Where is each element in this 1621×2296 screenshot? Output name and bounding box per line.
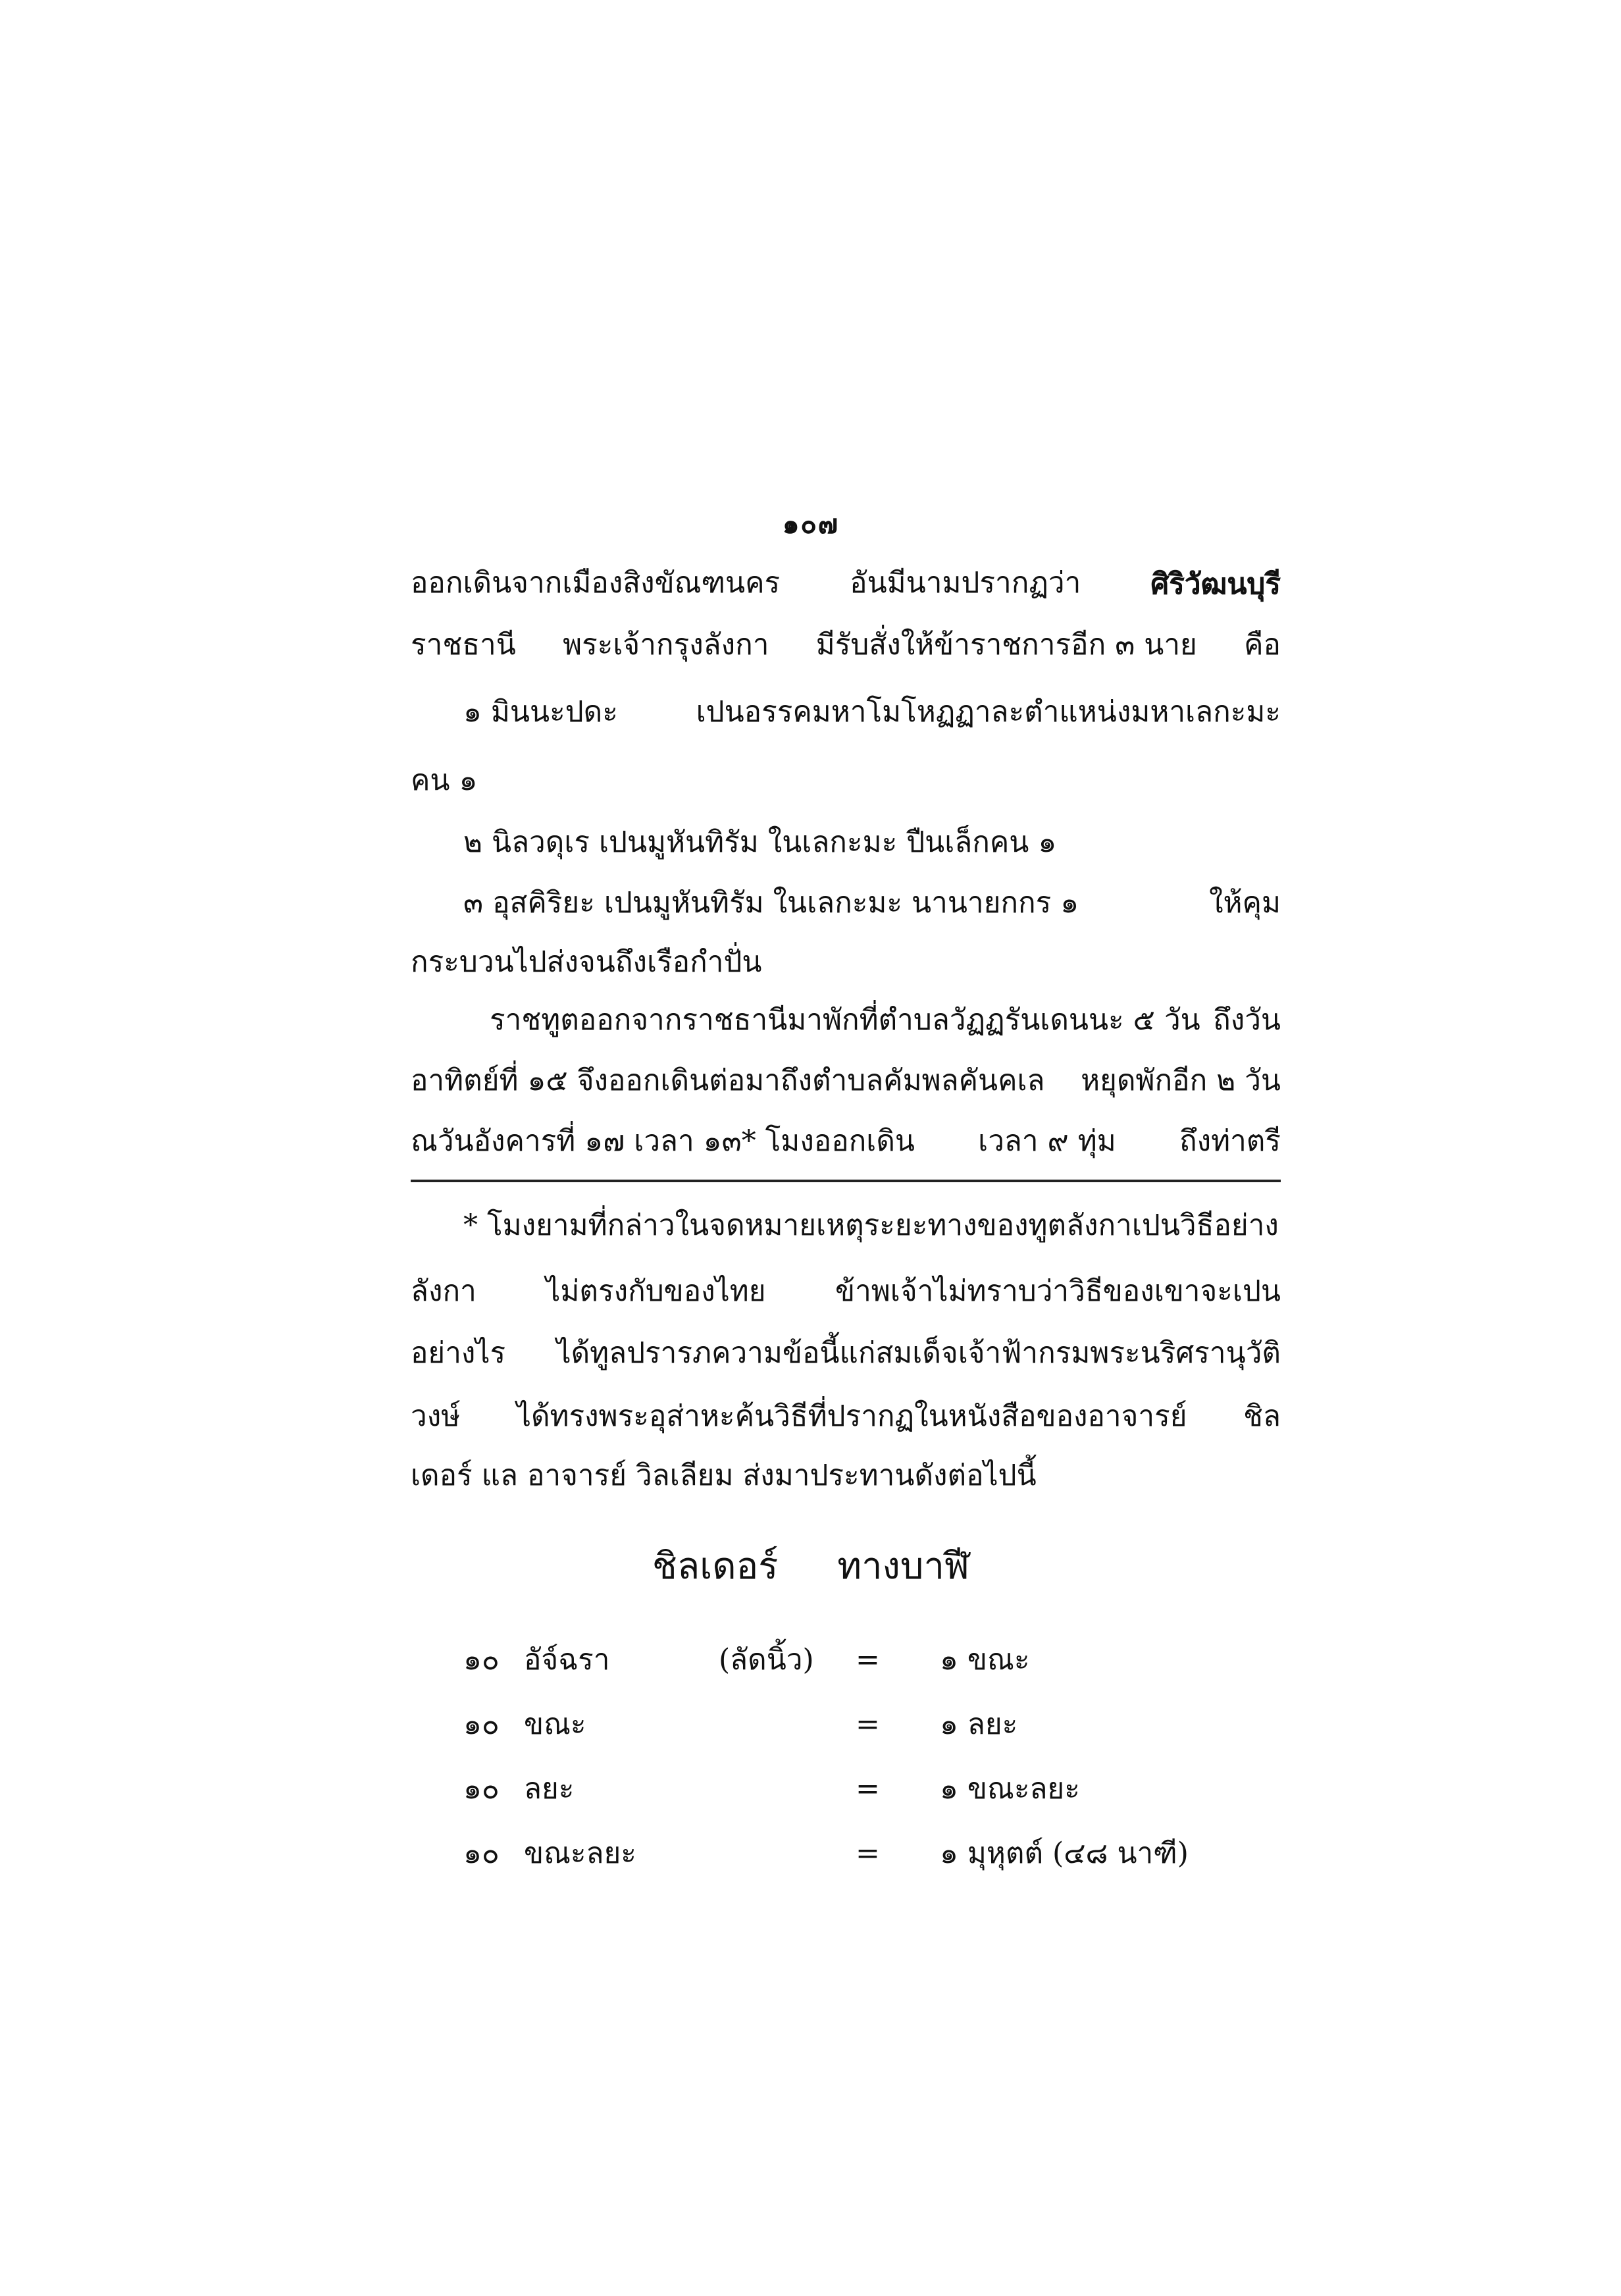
- row-multiplier: ๑๐: [463, 1644, 500, 1677]
- footnote-text: วงษ์: [411, 1401, 461, 1434]
- footnote-line-1: * โมงยามที่กล่าวในจดหมายเหตุระยะทางของทูตลังกาเปนวิธีอย่าง: [463, 1210, 1279, 1243]
- row-unit: ขณะ: [524, 1709, 586, 1742]
- body-line-1: [411, 566, 1281, 603]
- body-line-4: คน ๑: [411, 765, 478, 798]
- footnote-text: ได้ทรงพระอุส่าหะค้นวิธีที่ปรากฏในหนังสือของอาจารย์: [516, 1401, 1187, 1434]
- body-text: ถึงท่าตรี: [1179, 1126, 1281, 1159]
- row-unit: อัจ์ฉรา: [524, 1644, 610, 1677]
- row-equals: =: [856, 1773, 880, 1806]
- body-text: ราชธานี: [411, 629, 516, 662]
- body-line-8: [490, 1003, 1281, 1040]
- body-line-7: กระบวนไปส่งจนถึงเรือกำปั่น: [411, 947, 762, 979]
- body-text: ณวันอังคารที่ ๑๗ เวลา ๑๓* โมงออกเดิน: [411, 1126, 915, 1159]
- body-text: ให้คุม: [1209, 887, 1281, 920]
- footnote-text: ได้ทูลปรารภความข้อนี้แก่สมเด็จเจ้าฟ้ากรมพระนริศรานุวัติ: [556, 1338, 1281, 1370]
- footnote-text: ชิล: [1243, 1401, 1281, 1434]
- body-text: อันมีนามปรากฏว่า: [850, 567, 1081, 600]
- body-text: หยุดพักอีก ๒ วัน: [1081, 1065, 1281, 1098]
- body-line-9: [411, 1064, 1281, 1101]
- city-name: ศิริวัฒนบุรี: [1150, 567, 1281, 602]
- row-unit: ขณะลยะ: [524, 1838, 636, 1871]
- footnote-line-5: เดอร์ แล อาจารย์ วิลเลียม ส่งมาประทานดังต่อไปนี้: [411, 1460, 1037, 1493]
- body-line-3: [463, 695, 1281, 732]
- footnote-line-3: [411, 1336, 1281, 1373]
- table-row: [0, 1640, 1621, 1683]
- row-equals: =: [856, 1644, 880, 1677]
- row-equals: =: [856, 1838, 880, 1871]
- heading-right: ทางบาฬี: [837, 1544, 970, 1588]
- footnote-text: ไม่ตรงกับของไทย: [546, 1276, 766, 1309]
- row-result: ๑ ขณะลยะ: [940, 1773, 1080, 1806]
- footnote-line-4: [411, 1399, 1281, 1436]
- row-result: ๑ ลยะ: [940, 1709, 1018, 1742]
- row-note: (ลัดนิ้ว): [719, 1644, 814, 1677]
- row-equals: =: [856, 1709, 880, 1742]
- footnote-divider: [411, 1180, 1281, 1182]
- row-multiplier: ๑๐: [463, 1838, 500, 1871]
- row-result: ๑ มุหุตต์ (๔๘ นาฑี): [940, 1838, 1189, 1871]
- body-text: เปนอรรคมหาโมโหฏฏาละตำแหน่งมหาเลกะมะ: [696, 696, 1281, 729]
- table-row: [0, 1769, 1621, 1812]
- table-row: [0, 1834, 1621, 1876]
- row-unit: ลยะ: [524, 1773, 575, 1806]
- row-multiplier: ๑๐: [463, 1773, 500, 1806]
- body-text: ๓ อุสคิริยะ เปนมูหันทิรัม ในเลกะมะ นานายกกร ๑: [463, 887, 1079, 920]
- heading-left: ชิลเดอร์: [652, 1544, 779, 1588]
- body-line-10: [411, 1124, 1281, 1161]
- body-text: มีรับสั่งให้ข้าราชการอีก ๓ นาย: [815, 629, 1197, 662]
- footnote-text: อย่างไร: [411, 1338, 506, 1370]
- body-line-6: [463, 886, 1281, 923]
- body-text: พระเจ้ากรุงลังกา: [563, 629, 769, 662]
- body-text: ๑ มินนะปดะ: [463, 696, 618, 729]
- section-heading: [0, 1544, 1621, 1589]
- body-text: คือ: [1244, 629, 1281, 662]
- body-line-2: [411, 628, 1281, 665]
- body-line-5: ๒ นิลวดุเร เปนมูหันทิรัม ในเลกะมะ ปืนเล็กคน ๑: [463, 827, 1057, 860]
- body-text: อาทิตย์ที่ ๑๕ จึงออกเดินต่อมาถึงตำบลคัมพลคันคเล: [411, 1065, 1045, 1098]
- footnote-line-2: [411, 1274, 1281, 1311]
- body-text: ออกเดินจากเมืองสิงขัณฑนคร: [411, 567, 781, 600]
- table-row: [0, 1705, 1621, 1747]
- footnote-text: ลังกา: [411, 1276, 476, 1309]
- body-text: เวลา ๙ ทุ่ม: [978, 1126, 1116, 1159]
- footnote-text: ข้าพเจ้าไม่ทราบว่าวิธีของเขาจะเปน: [835, 1276, 1281, 1309]
- page-number: ๑๐๗: [783, 508, 839, 540]
- body-text: ถึงวัน: [1213, 1004, 1281, 1037]
- row-result: ๑ ขณะ: [940, 1644, 1030, 1677]
- body-text: ราชทูตออกจากราชธานีมาพักที่ตำบลวัฏฏรันเดนนะ ๕ วัน: [490, 1004, 1200, 1037]
- row-multiplier: ๑๐: [463, 1709, 500, 1742]
